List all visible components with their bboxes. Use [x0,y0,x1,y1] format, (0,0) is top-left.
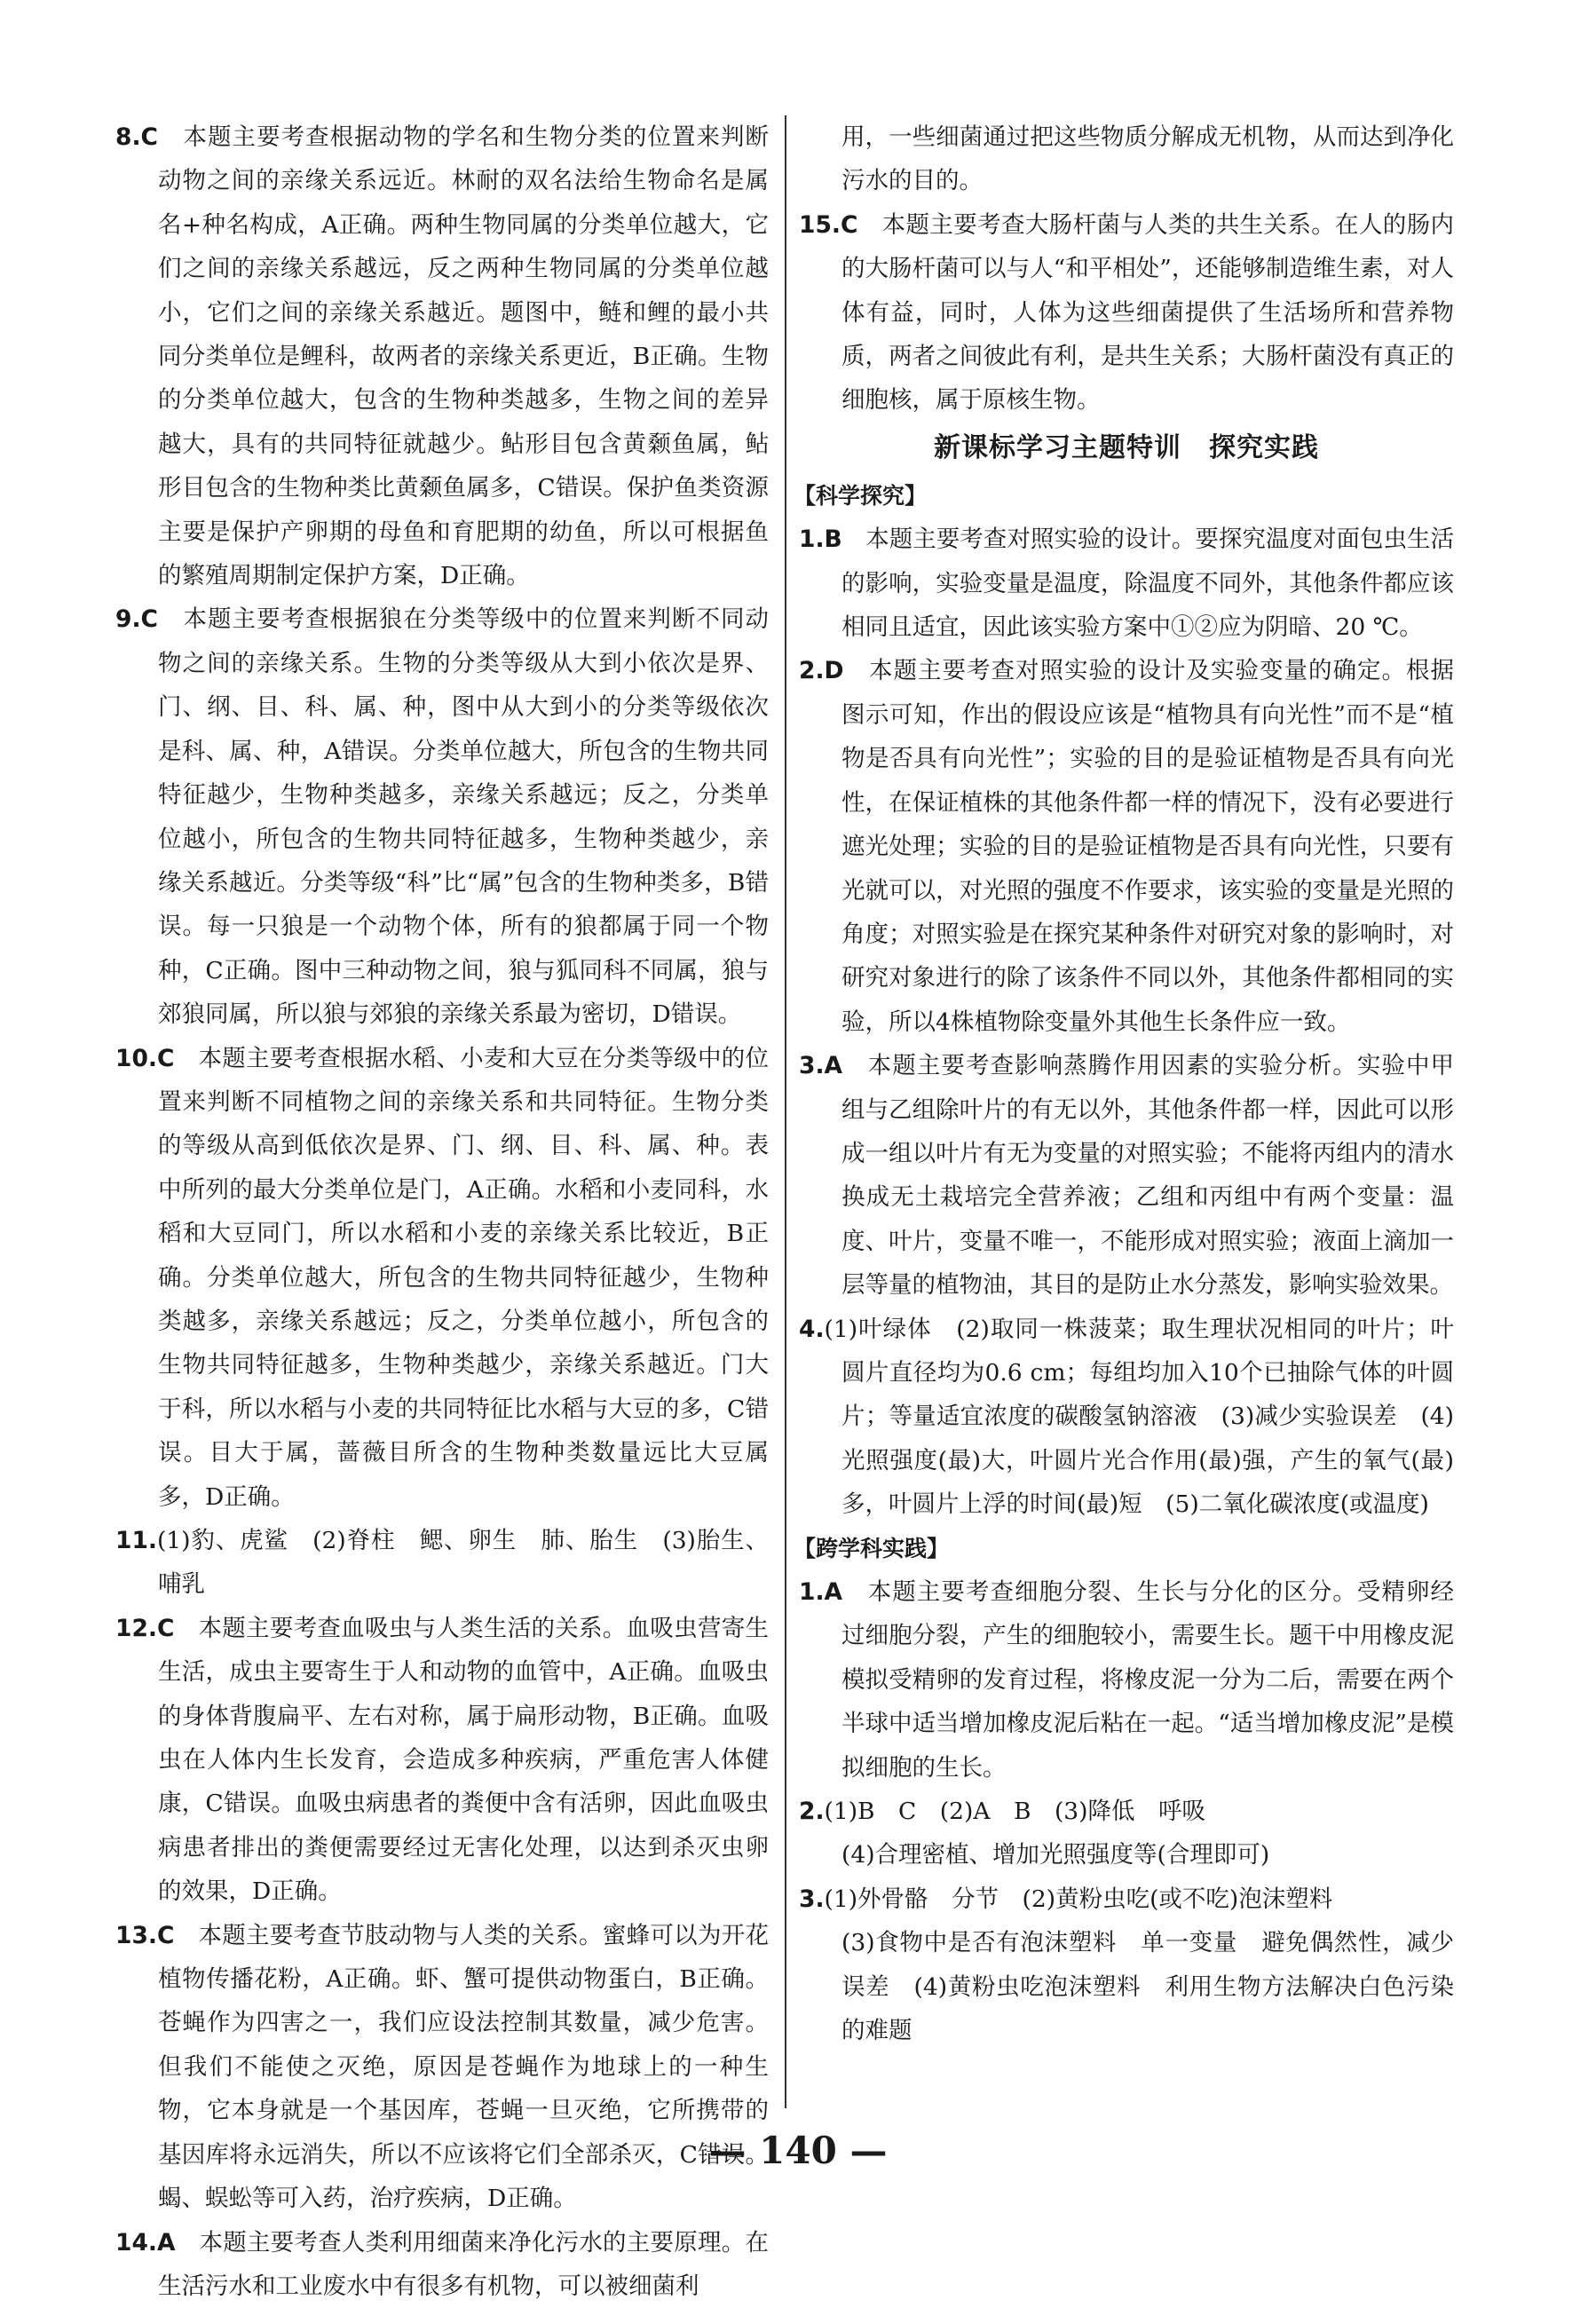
inquiry-item-2: 2.D 本题主要考查对照实验的设计及实验变量的确定。根据图示可知，作出的假设应该是“植物具有向光性”而不是“植物是否具有向光性”；实验的目的是验证植物是否具有向光性，在保证植株的其他条件都一样的情况下，没有必要进行遮光处理；实验的目的是验证植物是否具有向光性，只要有光就可以，对光照的强度不作要求，该实验的变量是光照的角度；对照实验是在探究某种条件对研究对象的影响时，对研究对象进行的除了该条件不同以外，其他条件都相同的实验，所以4株植物除变量外其他生长条件应一致。 [799,649,1454,1044]
column-divider [785,115,786,2108]
answer-item-8: 8.C 本题主要考查根据动物的学名和生物分类的位置来判断动物之间的亲缘关系远近。林耐的双名法给生物命名是属名+种名构成，A正确。两种生物同属的分类单位越大，它们之间的亲缘关系越远，反之两种生物同属的分类单位越小，它们之间的亲缘关系越近。题图中，鲢和鲤的最小共同分类单位是鲤科，故两者的亲缘关系更近，B正确。生物的分类单位越大，包含的生物种类越多，生物之间的差异越大，具有的共同特征就越少。鲇形目包含黄颡鱼属，鲇形目包含的生物种类比黄颡鱼属多，C错误。保护鱼类资源主要是保护产卵期的母鱼和育肥期的幼鱼，所以可根据鱼的繁殖周期制定保护方案，D正确。 [115,115,769,597]
section-label-interdisciplinary: 【跨学科实践】 [794,1527,1454,1570]
practice-item-2: 2.(1)B C (2)A B (3)降低 呼吸 [799,1790,1454,1833]
section-heading: 新课标学习主题特训 探究实践 [799,423,1454,474]
right-column [799,115,1454,2052]
answer-item-15: 15.C 本题主要考查大肠杆菌与人类的共生关系。在人的肠内的大肠杆菌可以与人“和平相处”，还能够制造维生素，对人体有益，同时，人体为这些细菌提供了生活场所和营养物质，两者之间彼此有利，是共生关系；大肠杆菌没有真正的细胞核，属于原核生物。 [799,203,1454,423]
practice-item-1: 1.A 本题主要考查细胞分裂、生长与分化的区分。受精卵经过细胞分裂，产生的细胞较小，需要生长。题干中用橡皮泥模拟受精卵的发育过程，将橡皮泥一分为二后，需要在两个半球中适当增加橡皮泥后粘在一起。“适当增加橡皮泥”是模拟细胞的生长。 [799,1570,1454,1790]
practice-item-2-continued: (4)合理密植、增加光照强度等(合理即可) [799,1833,1454,1877]
inquiry-item-3: 3.A 本题主要考查影响蒸腾作用因素的实验分析。实验中甲组与乙组除叶片的有无以外，其他条件都一样，因此可以形成一组以叶片有无为变量的对照实验；不能将丙组内的清水换成无土栽培完全营养液；乙组和丙组中有两个变量：温度、叶片，变量不唯一，不能形成对照实验；液面上滴加一层等量的植物油，其目的是防止水分蒸发，影响实验效果。 [799,1044,1454,1307]
page-number: — 140 — [0,2129,1596,2172]
left-column [115,115,769,2308]
answer-item-10: 10.C 本题主要考查根据水稻、小麦和大豆在分类等级中的位置来判断不同植物之间的亲缘关系和共同特征。生物分类的等级从高到低依次是界、门、纲、目、科、属、种。表中所列的最大分类单位是门，A正确。水稻和小麦同科，水稻和大豆同门，所以水稻和小麦的亲缘关系比较近，B正确。分类单位越大，所包含的生物共同特征越少，生物种类越多，亲缘关系越远；反之，分类单位越小，所包含的生物共同特征越多，生物种类越少，亲缘关系越近。门大于科，所以水稻与小麦的共同特征比水稻与大豆的多，C错误。目大于属，蔷薇目所含的生物种类数量远比大豆属多，D正确。 [115,1037,769,1519]
answer-item-9: 9.C 本题主要考查根据狼在分类等级中的位置来判断不同动物之间的亲缘关系。生物的分类等级从大到小依次是界、门、纲、目、科、属、种，图中从大到小的分类等级依次是科、属、种，A错误。分类单位越大，所包含的生物共同特征越少，生物种类越多，亲缘关系越远；反之，分类单位越小，所包含的生物共同特征越多，生物种类越少，亲缘关系越近。分类等级“科”比“属”包含的生物种类多，B错误。每一只狼是一个动物个体，所有的狼都属于同一个物种，C正确。图中三种动物之间，狼与狐同科不同属，狼与郊狼同属，所以狼与郊狼的亲缘关系最为密切，D错误。 [115,597,769,1036]
answer-item-14: 14.A 本题主要考查人类利用细菌来净化污水的主要原理。在生活污水和工业废水中有很多有机物，可以被细菌利 [115,2221,769,2308]
inquiry-item-1: 1.B 本题主要考查对照实验的设计。要探究温度对面包虫生活的影响，实验变量是温度，除温度不同外，其他条件都应该相同且适宜，因此该实验方案中①②应为阴暗、20 ℃。 [799,518,1454,649]
section-label-science-inquiry: 【科学探究】 [794,474,1454,518]
answer-item-11: 11.(1)豹、虎鲨 (2)脊柱 鳃、卵生 肺、胎生 (3)胎生、哺乳 [115,1519,769,1607]
answer-item-14-continued: 用，一些细菌通过把这些物质分解成无机物，从而达到净化污水的目的。 [799,115,1454,203]
inquiry-item-4: 4.(1)叶绿体 (2)取同一株菠菜；取生理状况相同的叶片；叶圆片直径均为0.6 cm；每组均加入10个已抽除气体的叶圆片；等量适宜浓度的碳酸氢钠溶液 (3)减少实验误差 (4)光照强度(最)大，叶圆片光合作用(最)强，产生的氧气(最)多，叶圆片上浮的时间(最)短 (5)二氧化碳浓度(或温度) [799,1308,1454,1527]
answer-item-13: 13.C 本题主要考查节肢动物与人类的关系。蜜蜂可以为开花植物传播花粉，A正确。虾、蟹可提供动物蛋白，B正确。苍蝇作为四害之一，我们应设法控制其数量，减少危害。但我们不能使之灭绝，原因是苍蝇作为地球上的一种生物，它本身就是一个基因库，苍蝇一旦灭绝，它所携带的基因库将永远消失，所以不应该将它们全部杀灭，C错误。蝎、蜈蚣等可入药，治疗疾病，D正确。 [115,1914,769,2221]
answer-item-12: 12.C 本题主要考查血吸虫与人类生活的关系。血吸虫营寄生生活，成虫主要寄生于人和动物的血管中，A正确。血吸虫的身体背腹扁平、左右对称，属于扁形动物，B正确。血吸虫在人体内生长发育，会造成多种疾病，严重危害人体健康，C错误。血吸虫病患者的粪便中含有活卵，因此血吸虫病患者排出的粪便需要经过无害化处理，以达到杀灭虫卵的效果，D正确。 [115,1607,769,1914]
practice-item-3: 3.(1)外骨骼 分节 (2)黄粉虫吃(或不吃)泡沫塑料 [799,1877,1454,1921]
practice-item-3-continued: (3)食物中是否有泡沫塑料 单一变量 避免偶然性，减少误差 (4)黄粉虫吃泡沫塑料 利用生物方法解决白色污染的难题 [799,1921,1454,2052]
